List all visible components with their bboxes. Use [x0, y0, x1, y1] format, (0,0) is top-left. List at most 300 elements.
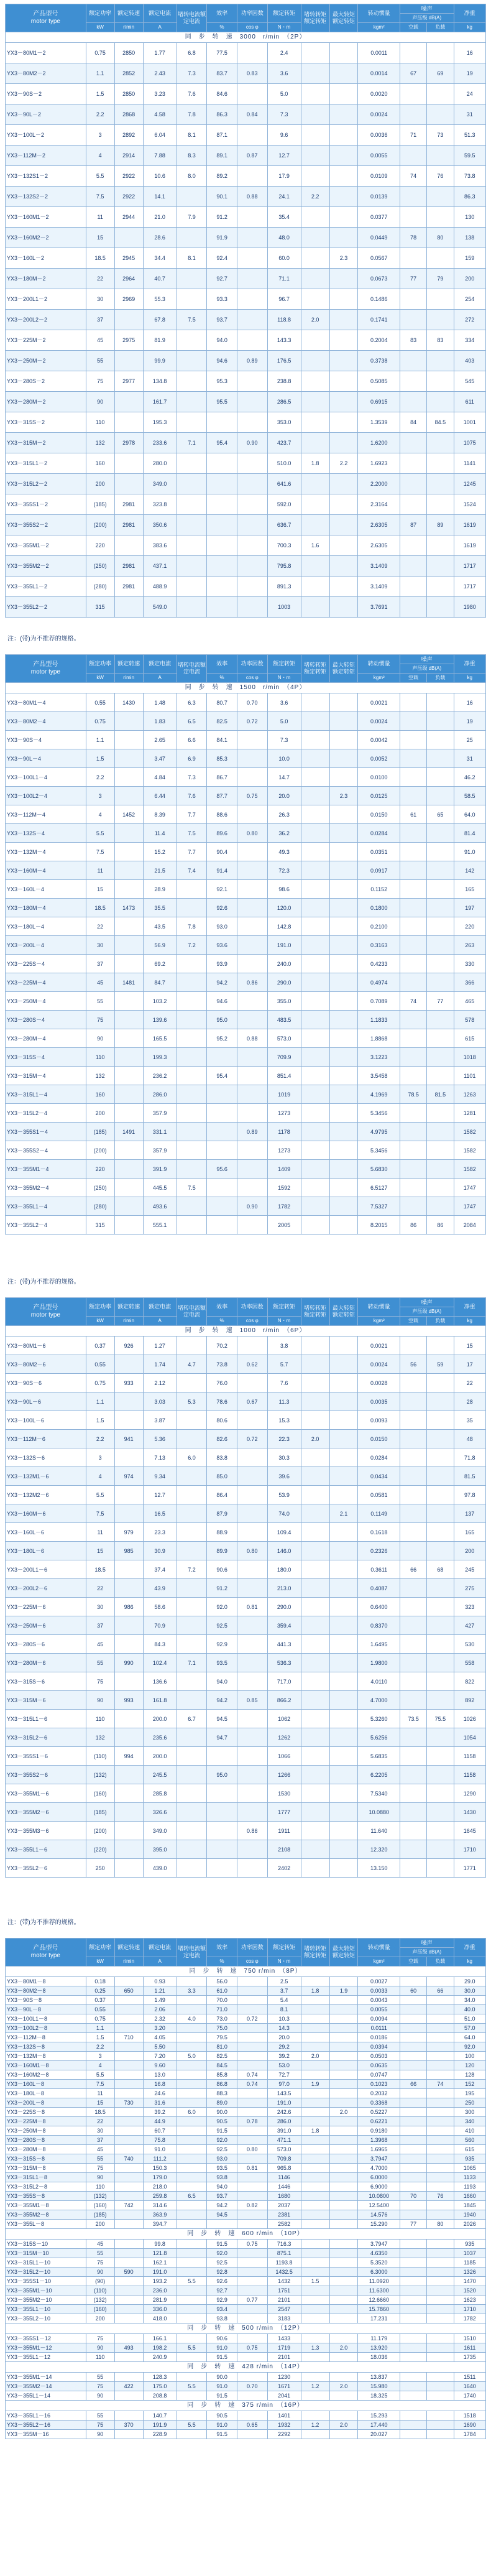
value-cell — [114, 1048, 143, 1067]
model-cell: YX3－90L－8 — [6, 2005, 86, 2014]
value-cell: 1.5 — [301, 2277, 329, 2286]
value-cell: 208.8 — [143, 2391, 177, 2401]
table-row — [6, 1542, 486, 1560]
value-cell — [427, 1977, 454, 1986]
value-cell: 30 — [86, 1598, 114, 1616]
table-row — [6, 1048, 486, 1067]
value-cell: 5.3 — [177, 1392, 207, 1411]
table-row — [6, 556, 486, 577]
value-cell: (132) — [86, 2296, 114, 2305]
value-cell: 6.9 — [177, 749, 207, 768]
spec-table — [5, 1938, 486, 2439]
table-row — [6, 289, 486, 310]
value-cell — [301, 1337, 329, 1355]
value-cell: 1452 — [114, 805, 143, 824]
value-cell: 1146 — [267, 2173, 301, 2182]
table-row — [6, 1710, 486, 1728]
model-cell: YX3－280M－6 — [6, 1654, 86, 1672]
table-row — [6, 992, 486, 1011]
value-cell: 0.75 — [86, 712, 114, 731]
value-cell — [207, 1085, 237, 1104]
value-cell — [329, 1654, 358, 1672]
value-cell: 165 — [454, 880, 485, 899]
value-cell — [177, 412, 207, 433]
value-cell — [400, 1430, 427, 1448]
value-cell: 0.25 — [86, 1986, 114, 1996]
value-cell — [177, 1635, 207, 1654]
value-cell: 37 — [86, 1616, 114, 1635]
value-cell — [177, 515, 207, 535]
value-cell: 439.0 — [143, 1859, 177, 1878]
value-cell: 7.5 — [86, 187, 114, 207]
column-header: 额定功率 — [86, 1939, 114, 1957]
value-cell: 3.47 — [143, 749, 177, 768]
value-cell: 483.5 — [267, 1011, 301, 1029]
table-row — [6, 1579, 486, 1598]
table-row — [6, 228, 486, 248]
value-cell: 16 — [454, 43, 485, 63]
value-cell: 95.4 — [207, 433, 237, 453]
model-cell: YX3－180L－4 — [6, 917, 86, 936]
table-row — [6, 2126, 486, 2136]
value-cell: 5.6835 — [358, 1747, 400, 1766]
value-cell — [237, 84, 267, 104]
column-header: 转动惯量 — [358, 4, 400, 23]
value-cell — [237, 1160, 267, 1179]
value-cell: 5.3260 — [358, 1710, 400, 1728]
table-row — [6, 1355, 486, 1374]
value-cell — [177, 1011, 207, 1029]
value-cell — [400, 2240, 427, 2249]
value-cell: 0.0042 — [358, 731, 400, 749]
value-cell — [329, 2258, 358, 2268]
spec-table-2p — [5, 4, 486, 618]
value-cell: 93.5 — [207, 1654, 237, 1672]
value-cell — [301, 2249, 329, 2258]
value-cell — [177, 2373, 207, 2382]
value-cell: 250 — [454, 2098, 485, 2108]
model-cell: YX3－160L－8 — [6, 2080, 86, 2089]
model-cell: YX3－355S2－6 — [6, 1766, 86, 1784]
value-cell: 56.9 — [143, 936, 177, 955]
value-cell: 391.9 — [143, 1160, 177, 1179]
table-row — [6, 392, 486, 412]
table-row — [6, 1766, 486, 1784]
model-cell: YX3－112M－6 — [6, 1430, 86, 1448]
value-cell: 90.6 — [207, 1560, 237, 1579]
value-cell — [177, 2210, 207, 2220]
value-cell: 6.5 — [177, 712, 207, 731]
value-cell — [237, 2024, 267, 2033]
value-cell — [427, 1859, 454, 1878]
value-cell: 71.8 — [454, 1448, 485, 1467]
value-cell: 2101 — [267, 2353, 301, 2362]
value-cell: 67.8 — [143, 310, 177, 330]
model-cell: YX3－225S－4 — [6, 955, 86, 973]
value-cell — [400, 351, 427, 371]
value-cell — [427, 1048, 454, 1067]
value-cell — [114, 2430, 143, 2439]
value-cell — [400, 597, 427, 618]
value-cell — [400, 2286, 427, 2296]
value-cell — [400, 1448, 427, 1467]
value-cell — [301, 1197, 329, 1216]
value-cell: 90.4 — [207, 843, 237, 861]
value-cell — [237, 2192, 267, 2201]
value-cell — [329, 1542, 358, 1560]
value-cell — [427, 2296, 454, 2305]
value-cell: 1611 — [454, 2343, 485, 2353]
value-cell — [329, 1160, 358, 1179]
value-cell — [329, 166, 358, 187]
value-cell: 235.6 — [143, 1728, 177, 1747]
value-cell: 349.0 — [143, 1822, 177, 1840]
value-cell: 3.23 — [143, 84, 177, 104]
value-cell: 0.1486 — [358, 289, 400, 310]
value-cell: 0.85 — [237, 1691, 267, 1710]
value-cell: 35.5 — [143, 899, 177, 917]
value-cell: 0.0036 — [358, 125, 400, 146]
value-cell: 0.0043 — [358, 1996, 400, 2005]
value-cell: 7.5 — [177, 1179, 207, 1197]
value-cell: 22 — [86, 1579, 114, 1598]
value-cell: 1751 — [267, 2286, 301, 2296]
value-cell: 90 — [86, 2430, 114, 2439]
table-row — [6, 535, 486, 556]
value-cell: 75 — [86, 2258, 114, 2268]
value-cell — [301, 433, 329, 453]
value-cell: 418.0 — [143, 2314, 177, 2323]
value-cell — [114, 1560, 143, 1579]
value-cell: 2.12 — [143, 1374, 177, 1392]
value-cell — [301, 1822, 329, 1840]
value-cell — [329, 1747, 358, 1766]
value-cell: 110 — [86, 2182, 114, 2192]
value-cell: 0.2100 — [358, 917, 400, 936]
value-cell — [301, 2353, 329, 2362]
value-cell — [427, 2042, 454, 2052]
value-cell: 0.1152 — [358, 880, 400, 899]
value-cell — [400, 2145, 427, 2154]
value-cell: 4 — [86, 2061, 114, 2070]
value-cell — [400, 2296, 427, 2305]
value-cell: 2975 — [114, 330, 143, 351]
model-cell: YX3－200L1－2 — [6, 289, 86, 310]
value-cell — [329, 1803, 358, 1822]
value-cell: 2850 — [114, 43, 143, 63]
value-cell: 15.7860 — [358, 2305, 400, 2314]
table-row — [6, 1160, 486, 1179]
spec-table-8p-16p — [5, 1938, 486, 2439]
value-cell: 0.2032 — [358, 2089, 400, 2098]
value-cell — [301, 412, 329, 433]
value-cell: 93.7 — [207, 310, 237, 330]
value-cell: 636.7 — [267, 515, 301, 535]
value-cell: 0.0020 — [358, 84, 400, 104]
value-cell: 2944 — [114, 207, 143, 228]
value-cell — [177, 2089, 207, 2098]
value-cell — [400, 84, 427, 104]
value-cell: 259.8 — [143, 2192, 177, 2201]
value-cell: 45 — [86, 330, 114, 351]
value-cell — [329, 1104, 358, 1123]
value-cell — [114, 1216, 143, 1235]
value-cell — [400, 880, 427, 899]
value-cell: (200) — [86, 1141, 114, 1160]
column-header: 堵转转矩额定转矩 — [301, 1939, 329, 1967]
table-row — [6, 2070, 486, 2080]
value-cell — [400, 1197, 427, 1216]
column-header: 净重 — [454, 4, 485, 23]
value-cell — [329, 207, 358, 228]
model-cell: YX3－355S2－4 — [6, 1141, 86, 1160]
value-cell — [114, 1160, 143, 1179]
table-row — [6, 768, 486, 787]
value-cell: 2547 — [267, 2305, 301, 2314]
value-cell: 31 — [454, 104, 485, 125]
value-cell: 0.75 — [86, 1374, 114, 1392]
value-cell — [427, 2108, 454, 2117]
value-cell: 191.0 — [143, 2268, 177, 2277]
value-cell — [301, 1859, 329, 1878]
value-cell: 2.06 — [143, 2005, 177, 2014]
value-cell — [427, 1822, 454, 1840]
speed-title: 同 步 转 速 375 r/min （16P） — [6, 2401, 486, 2411]
value-cell: 4.9795 — [358, 1123, 400, 1141]
value-cell — [114, 2126, 143, 2136]
value-cell — [207, 453, 237, 474]
model-cell: YX3－250M－8 — [6, 2126, 86, 2136]
value-cell — [400, 2382, 427, 2391]
value-cell: 161.7 — [143, 392, 177, 412]
value-cell: 15.2 — [143, 843, 177, 861]
value-cell — [301, 351, 329, 371]
value-cell — [177, 2136, 207, 2145]
value-cell: 95.6 — [207, 1160, 237, 1179]
value-cell: 1185 — [454, 2258, 485, 2268]
value-cell: 8.1 — [267, 2005, 301, 2014]
value-cell: 191.0 — [267, 2098, 301, 2108]
value-cell — [207, 1179, 237, 1197]
value-cell: 5.3456 — [358, 1141, 400, 1160]
value-cell — [427, 1486, 454, 1504]
value-cell — [237, 1486, 267, 1504]
value-cell — [329, 861, 358, 880]
model-cell: YX3－355L2－10 — [6, 2314, 86, 2323]
value-cell: 17.9 — [267, 166, 301, 187]
value-cell — [301, 1560, 329, 1579]
value-cell — [114, 1355, 143, 1374]
value-cell: 1430 — [454, 1803, 485, 1822]
value-cell: 15.980 — [358, 2382, 400, 2391]
value-cell — [400, 843, 427, 861]
table-row — [6, 187, 486, 207]
value-cell — [237, 2430, 267, 2439]
value-cell: 1640 — [454, 2382, 485, 2391]
value-cell: 0.88 — [237, 1029, 267, 1048]
footnote: 注：(带)为不推荐的规格。 — [7, 636, 80, 642]
table-row — [6, 2220, 486, 2229]
value-cell — [329, 693, 358, 712]
value-cell: 0.0024 — [358, 712, 400, 731]
value-cell — [207, 1216, 237, 1235]
value-cell: 92.9 — [207, 2296, 237, 2305]
value-cell: 3.87 — [143, 1411, 177, 1430]
value-cell — [427, 1104, 454, 1123]
value-cell — [329, 1486, 358, 1504]
value-cell: 933 — [114, 1374, 143, 1392]
value-cell: 1.3539 — [358, 412, 400, 433]
value-cell: 0.5085 — [358, 371, 400, 392]
value-cell: 75 — [86, 371, 114, 392]
value-cell — [177, 2391, 207, 2401]
value-cell — [237, 1523, 267, 1542]
value-cell: 29.0 — [454, 1977, 485, 1986]
value-cell: 403 — [454, 351, 485, 371]
value-cell: 90 — [86, 1691, 114, 1710]
value-cell: 89.1 — [207, 146, 237, 166]
model-cell: YX3－315S－6 — [6, 1672, 86, 1691]
value-cell: 55 — [86, 351, 114, 371]
value-cell — [301, 1672, 329, 1691]
value-cell — [114, 1104, 143, 1123]
value-cell — [114, 992, 143, 1011]
value-cell — [400, 2164, 427, 2173]
value-cell: 85.3 — [207, 749, 237, 768]
value-cell: 160 — [86, 1085, 114, 1104]
column-header: kgm² — [358, 1957, 400, 1967]
value-cell: 1623 — [454, 2296, 485, 2305]
value-cell: 74 — [400, 166, 427, 187]
value-cell — [177, 1104, 207, 1123]
value-cell: 795.8 — [267, 556, 301, 577]
value-cell — [177, 1467, 207, 1486]
table-row — [6, 1635, 486, 1654]
value-cell — [237, 248, 267, 269]
model-cell: YX3－132M－8 — [6, 2052, 86, 2061]
value-cell — [427, 2411, 454, 2421]
model-cell: YX3－315L2－6 — [6, 1728, 86, 1747]
value-cell: 357.9 — [143, 1104, 177, 1123]
value-cell: 142.8 — [267, 917, 301, 936]
value-cell — [301, 973, 329, 992]
value-cell: 7.3 — [177, 768, 207, 787]
value-cell — [329, 2240, 358, 2249]
value-cell: 84.6 — [207, 84, 237, 104]
value-cell: 95.0 — [207, 1766, 237, 1784]
value-cell — [427, 371, 454, 392]
value-cell: 1782 — [454, 2314, 485, 2323]
spec-table-4p — [5, 654, 486, 1235]
value-cell — [400, 2249, 427, 2258]
value-cell: 84.3 — [143, 1635, 177, 1654]
value-cell — [427, 1197, 454, 1216]
value-cell: 445.5 — [143, 1179, 177, 1197]
value-cell — [427, 1411, 454, 1430]
value-cell — [177, 535, 207, 556]
table-row — [6, 2108, 486, 2117]
value-cell — [329, 2296, 358, 2305]
value-cell — [177, 577, 207, 597]
model-cell: YX3－355S1－2 — [6, 494, 86, 515]
value-cell: 11.3 — [267, 1392, 301, 1411]
value-cell: 1273 — [267, 1104, 301, 1123]
value-cell: 3 — [86, 1448, 114, 1467]
value-cell: 0.1149 — [358, 1504, 400, 1523]
value-cell: 71.1 — [267, 269, 301, 289]
value-cell — [114, 2296, 143, 2305]
value-cell — [329, 1374, 358, 1392]
value-cell — [301, 2220, 329, 2229]
value-cell: 357.9 — [143, 1141, 177, 1160]
value-cell — [177, 2145, 207, 2154]
speed-row — [6, 2401, 486, 2411]
spec-table — [5, 654, 486, 1235]
value-cell — [237, 2136, 267, 2145]
model-cell: YX3－315L1－8 — [6, 2173, 86, 2182]
table-row — [6, 1784, 486, 1803]
model-cell: YX3－315M－6 — [6, 1691, 86, 1710]
value-cell — [177, 1598, 207, 1616]
value-cell: 92.0 — [454, 2042, 485, 2052]
value-cell: 0.84 — [237, 104, 267, 125]
value-cell — [114, 412, 143, 433]
model-cell: YX3－355M1－14 — [6, 2373, 86, 2382]
value-cell — [301, 693, 329, 712]
value-cell — [114, 917, 143, 936]
value-cell: 0.2004 — [358, 330, 400, 351]
value-cell — [329, 1085, 358, 1104]
table-row — [6, 2314, 486, 2323]
table-row — [6, 2173, 486, 2182]
column-header: 声压级 dB(A) — [400, 14, 454, 23]
table-row — [6, 2201, 486, 2210]
value-cell — [400, 2089, 427, 2098]
value-cell: 94.2 — [207, 973, 237, 992]
column-header: 额定转矩 — [267, 1298, 301, 1317]
model-cell: YX3－100L1－4 — [6, 768, 86, 787]
value-cell — [400, 1747, 427, 1766]
value-cell: 2.3 — [329, 787, 358, 805]
value-cell: 2101 — [267, 2296, 301, 2305]
value-cell — [177, 2240, 207, 2249]
table-row — [6, 330, 486, 351]
value-cell: 742 — [114, 2201, 143, 2210]
value-cell: 315 — [86, 597, 114, 618]
model-cell: YX3－355M2－6 — [6, 1803, 86, 1822]
model-cell: YX3－315L2－8 — [6, 2182, 86, 2192]
value-cell — [329, 1784, 358, 1803]
value-cell — [177, 494, 207, 515]
value-cell — [427, 1691, 454, 1710]
value-cell: 0.0055 — [358, 2005, 400, 2014]
value-cell: 0.9180 — [358, 2126, 400, 2136]
value-cell: 0.0673 — [358, 269, 400, 289]
value-cell — [301, 1355, 329, 1374]
value-cell: 0.93 — [143, 1977, 177, 1986]
value-cell: 2402 — [267, 1859, 301, 1878]
value-cell: 410 — [454, 2126, 485, 2136]
model-cell: YX3－355M1－10 — [6, 2286, 86, 2296]
value-cell — [301, 1085, 329, 1104]
value-cell: 137 — [454, 1504, 485, 1523]
value-cell: 12.7 — [143, 1486, 177, 1504]
value-cell: 86 — [400, 1216, 427, 1235]
value-cell: 199.3 — [143, 1048, 177, 1067]
value-cell: 536.3 — [267, 1654, 301, 1672]
value-cell — [177, 1579, 207, 1598]
value-cell — [301, 1104, 329, 1123]
